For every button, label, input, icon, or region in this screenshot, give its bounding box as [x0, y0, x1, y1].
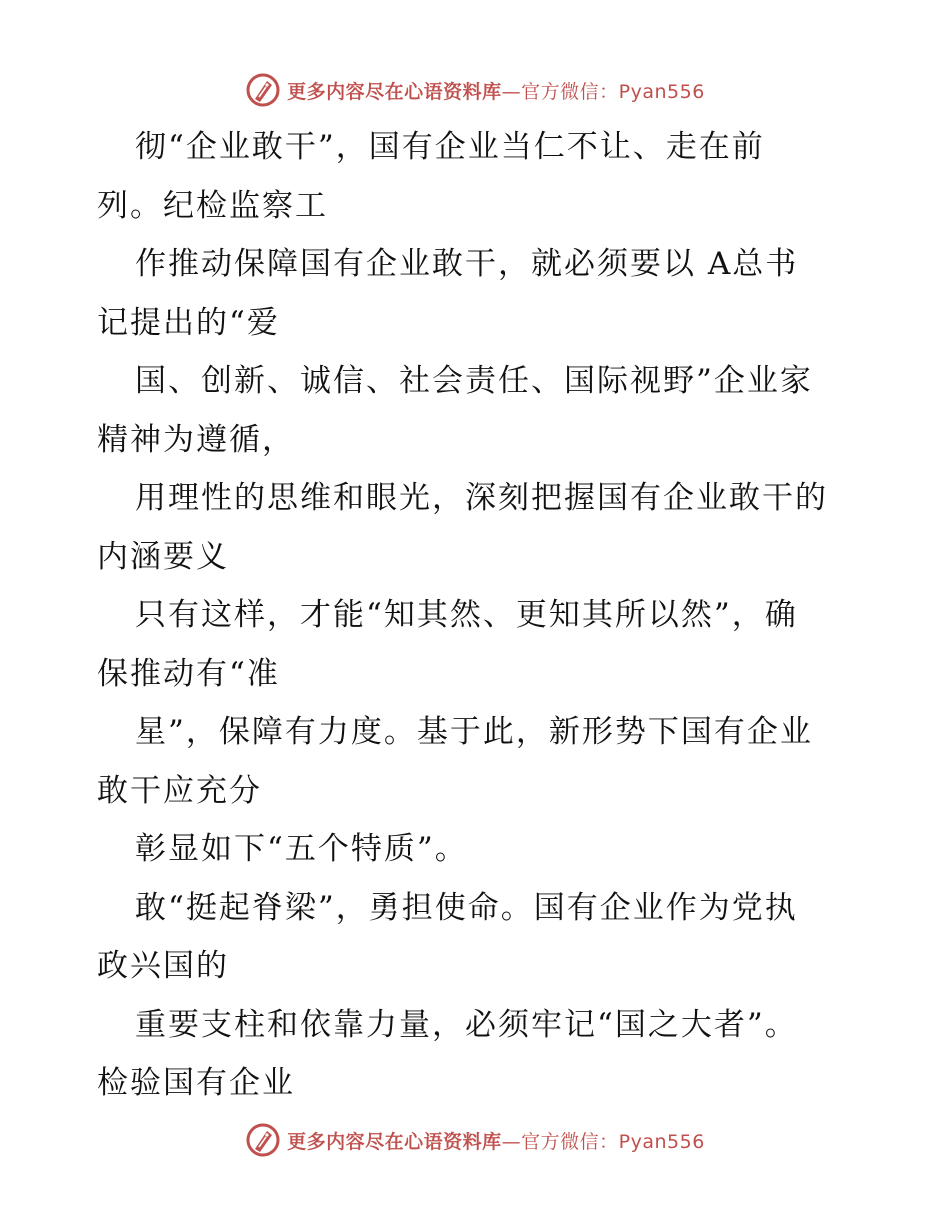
text-line: 星”，保障有力度。基于此，新形势下国有企业: [135, 714, 813, 750]
watermark-dash: —: [501, 1130, 522, 1153]
text-line: 重要支柱和依靠力量，必须牢记“国之大者”。: [135, 1006, 798, 1043]
text-line: 政兴国的: [97, 948, 229, 984]
text-line: 敢“挺起脊梁”，勇担使命。国有企业作为党执: [135, 889, 798, 926]
text-line: 只有这样，才能“知其然、更知其所以然”，确: [135, 597, 798, 633]
text-line: 记提出的“爱: [97, 304, 280, 341]
text-line: 彻“企业敢干”，国有企业当仁不让、走在前: [135, 129, 765, 165]
text-line: 内涵要义: [97, 538, 229, 575]
watermark-brand: 更多内容尽在心语资料库: [287, 1130, 502, 1153]
header-watermark: [0, 68, 950, 112]
text-line: 精神为遵循，: [97, 421, 295, 458]
text-line: 敢干应充分: [97, 772, 262, 809]
pen-nib-circle-icon: [245, 1122, 281, 1158]
text-line: 保推动有“准: [97, 655, 280, 692]
text-line: 检验国有企业: [97, 1065, 295, 1101]
text-line: 作推动保障国有企业敢干，就必须要以 A总书: [135, 246, 799, 282]
pen-nib-circle-icon: [245, 72, 281, 108]
text-line: 用理性的思维和眼光，深刻把握国有企业敢干的: [135, 480, 828, 516]
text-line: 列。纪检监察工: [97, 187, 328, 224]
watermark-text: [287, 77, 705, 104]
watermark-brand: 更多内容尽在心语资料库: [287, 80, 502, 103]
text-line: 彰显如下“五个特质”。: [135, 831, 468, 867]
watermark-text: [287, 1127, 705, 1154]
watermark-contact: 官方微信：Pyan556: [521, 80, 705, 103]
watermark-dash: —: [501, 80, 522, 103]
footer-watermark: [0, 1118, 950, 1162]
watermark-contact: 官方微信：Pyan556: [521, 1130, 705, 1153]
document-body: [97, 118, 857, 1113]
text-line: 国、创新、诚信、社会责任、国际视野”企业家: [135, 363, 813, 399]
